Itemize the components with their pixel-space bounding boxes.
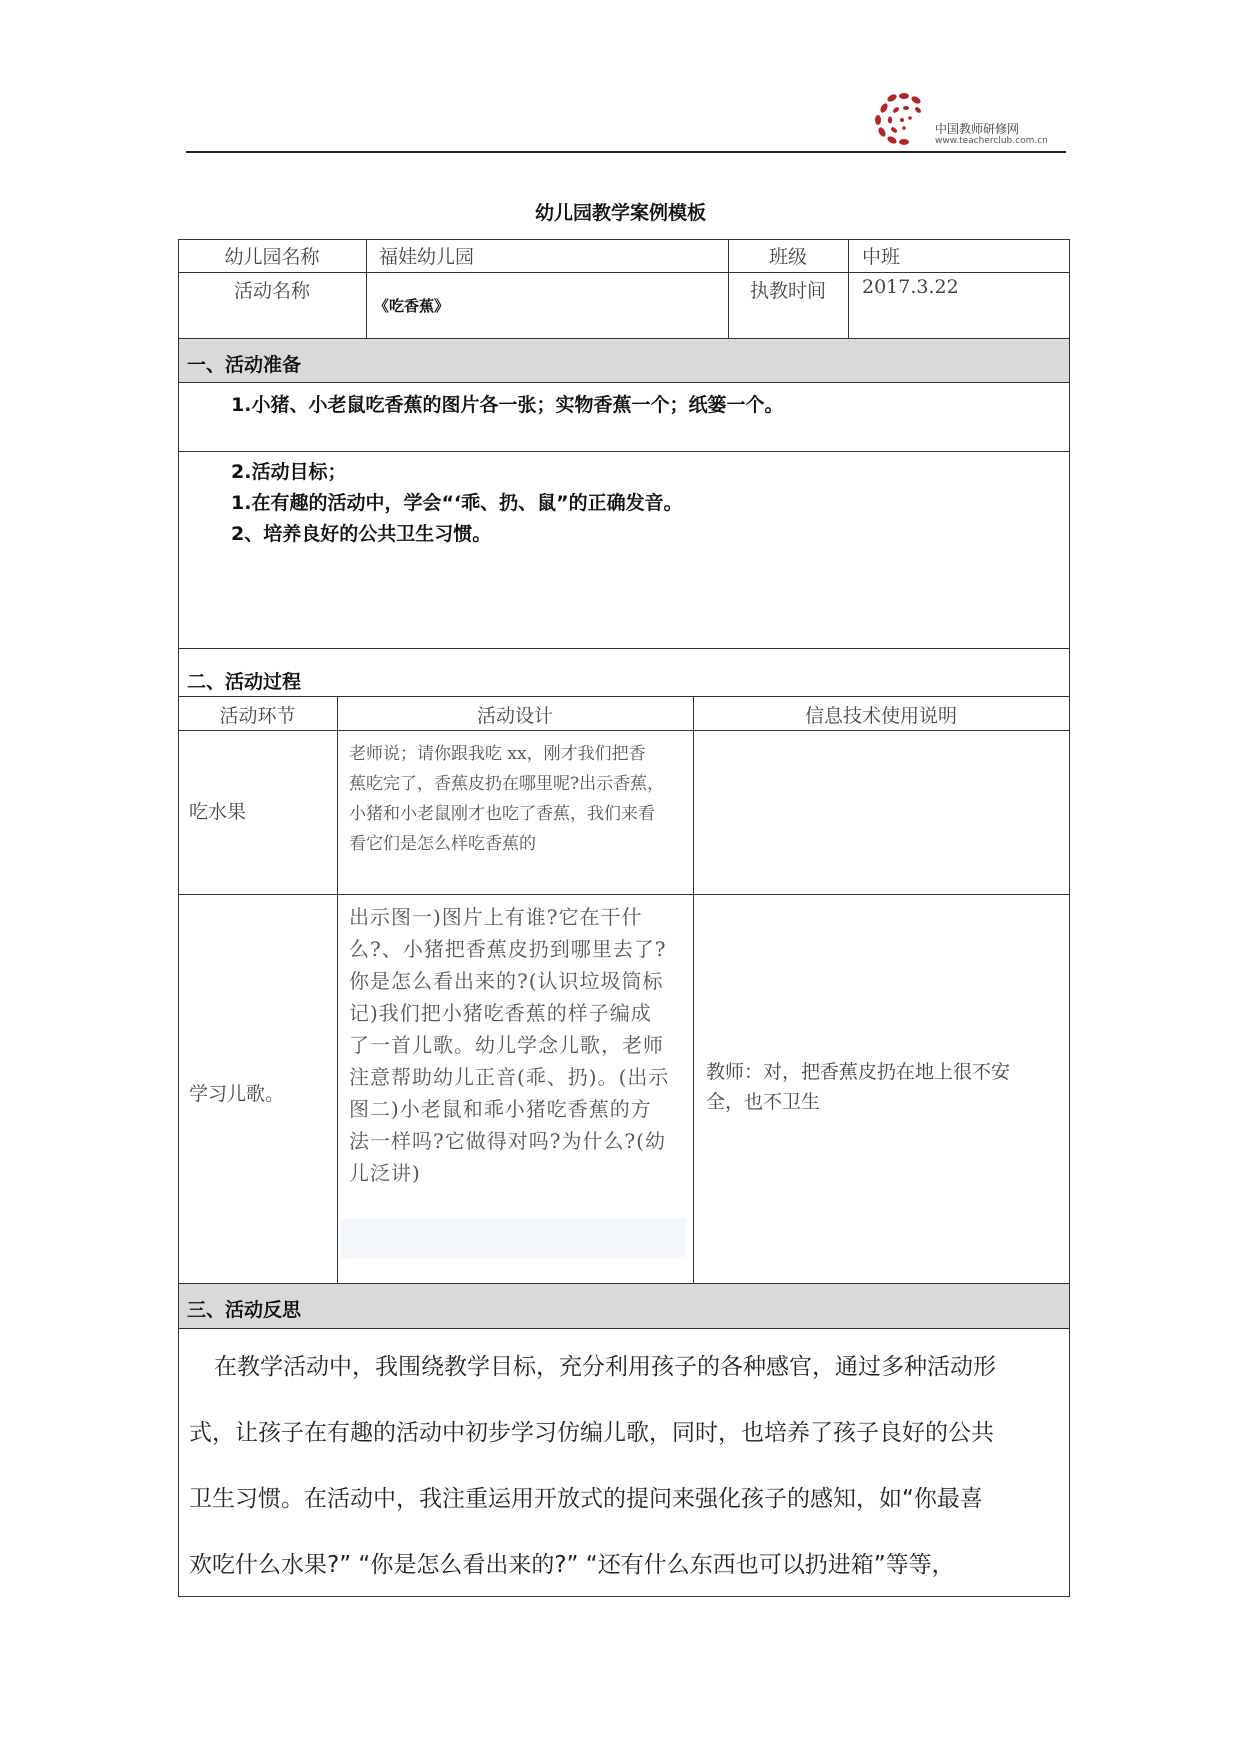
logo-url: www.teacherclub.com.cn: [935, 136, 1048, 146]
design-line: 法一样吗?它做得对吗?为什么?(幼: [349, 1129, 666, 1153]
row-line: [178, 1328, 1070, 1329]
column-header-stage: 活动环节: [219, 705, 296, 727]
kindergarten-label: 幼儿园名称: [224, 246, 320, 268]
time-label: 执教时间: [749, 280, 826, 302]
it-line: 全，也不卫生: [706, 1091, 821, 1113]
column-header-it: 信息技术使用说明: [804, 705, 957, 727]
row-line: [178, 648, 1070, 649]
section1-band: [178, 338, 1070, 382]
section3-heading: 三、活动反思: [187, 1299, 302, 1321]
row-line: [178, 894, 1070, 895]
design-line: 小猪和小老鼠刚才也吃了香蕉，我们来看: [349, 804, 655, 824]
logo-name: 中国教师研修网: [935, 122, 1020, 136]
col-line: [337, 696, 338, 1283]
design-line: 记)我们把小猪吃香蕉的样子编成: [349, 1001, 652, 1025]
prep-text: 1.小猪、小老鼠吃香蕉的图片各一张；实物香蕉一个；纸篓一个。: [231, 394, 784, 416]
activity-value: 《吃香蕉》: [374, 297, 450, 315]
header-divider: [186, 151, 1066, 153]
design-line: 图二)小老鼠和乖小猪吃香蕉的方: [349, 1097, 652, 1121]
stage-cell: 吃水果: [189, 801, 247, 823]
col-line: [693, 696, 694, 1283]
design-line: 注意帮助幼儿正音(乖、扔)。(出示: [349, 1065, 670, 1089]
design-line: 么?、小猪把香蕉皮扔到哪里去了?: [349, 937, 667, 961]
logo-dots-icon: [866, 88, 936, 148]
design-line: 你是怎么看出来的?(认识垃圾筒标: [349, 969, 664, 993]
column-header-design: 活动设计: [476, 705, 553, 727]
row-line: [178, 451, 1070, 452]
row-line: [178, 382, 1070, 383]
section3-band: [178, 1283, 1070, 1328]
stage-cell: 学习儿歌。: [189, 1083, 285, 1105]
class-label: 班级: [768, 246, 807, 268]
section1-heading: 一、活动准备: [187, 354, 302, 376]
time-value: 2017.3.22: [862, 276, 959, 298]
reflection-line: 在教学活动中，我围绕教学目标，充分利用孩子的各种感官，通过多种活动形: [214, 1354, 996, 1380]
lesson-table: [178, 239, 1070, 1597]
design-line: 看它们是怎么样吃香蕉的: [349, 834, 536, 854]
row-line: [178, 1283, 1070, 1284]
row-line: [178, 338, 1070, 339]
class-value: 中班: [862, 246, 901, 268]
section2-heading: 二、活动过程: [187, 671, 302, 693]
col-line: [1069, 239, 1070, 1596]
design-highlight: [341, 1218, 686, 1258]
row-line: [178, 1596, 1070, 1597]
activity-label: 活动名称: [233, 280, 310, 302]
col-line: [848, 239, 849, 338]
col-line: [178, 239, 179, 1596]
design-line: 儿泛讲): [349, 1161, 421, 1185]
design-line: 蕉吃完了，香蕉皮扔在哪里呢?出示香蕉，: [349, 774, 665, 794]
reflection-line: 欢吃什么水果?” “你是怎么看出来的?” “还有什么东西也可以扔进箱”等等，: [189, 1552, 955, 1578]
row-line: [178, 239, 1070, 240]
design-line: 老师说；请你跟我吃 xx，刚才我们把香: [349, 744, 646, 764]
goal-line: 2、培养良好的公共卫生习惯。: [231, 523, 492, 545]
col-line: [366, 239, 367, 338]
design-line: 了一首儿歌。幼儿学念儿歌，老师: [349, 1033, 664, 1057]
design-line: 出示图一)图片上有谁?它在干什: [349, 905, 643, 929]
reflection-line: 式，让孩子在有趣的活动中初步学习仿编儿歌，同时，也培养了孩子良好的公共: [189, 1420, 994, 1446]
it-line: 教师：对，把香蕉皮扔在地上很不安: [706, 1061, 1011, 1083]
row-line: [178, 272, 1070, 273]
reflection-line: 卫生习惯。在活动中，我注重运用开放式的提问来强化孩子的感知，如“你最喜: [189, 1486, 983, 1512]
kindergarten-value: 福娃幼儿园: [379, 246, 475, 268]
goal-line: 1.在有趣的活动中，学会“‘乖、扔、鼠”的正确发音。: [231, 492, 683, 514]
document-title: 幼儿园教学案例模板: [534, 202, 706, 224]
goal-line: 2.活动目标；: [231, 461, 347, 483]
row-line: [178, 696, 1070, 697]
row-line: [178, 730, 1070, 731]
